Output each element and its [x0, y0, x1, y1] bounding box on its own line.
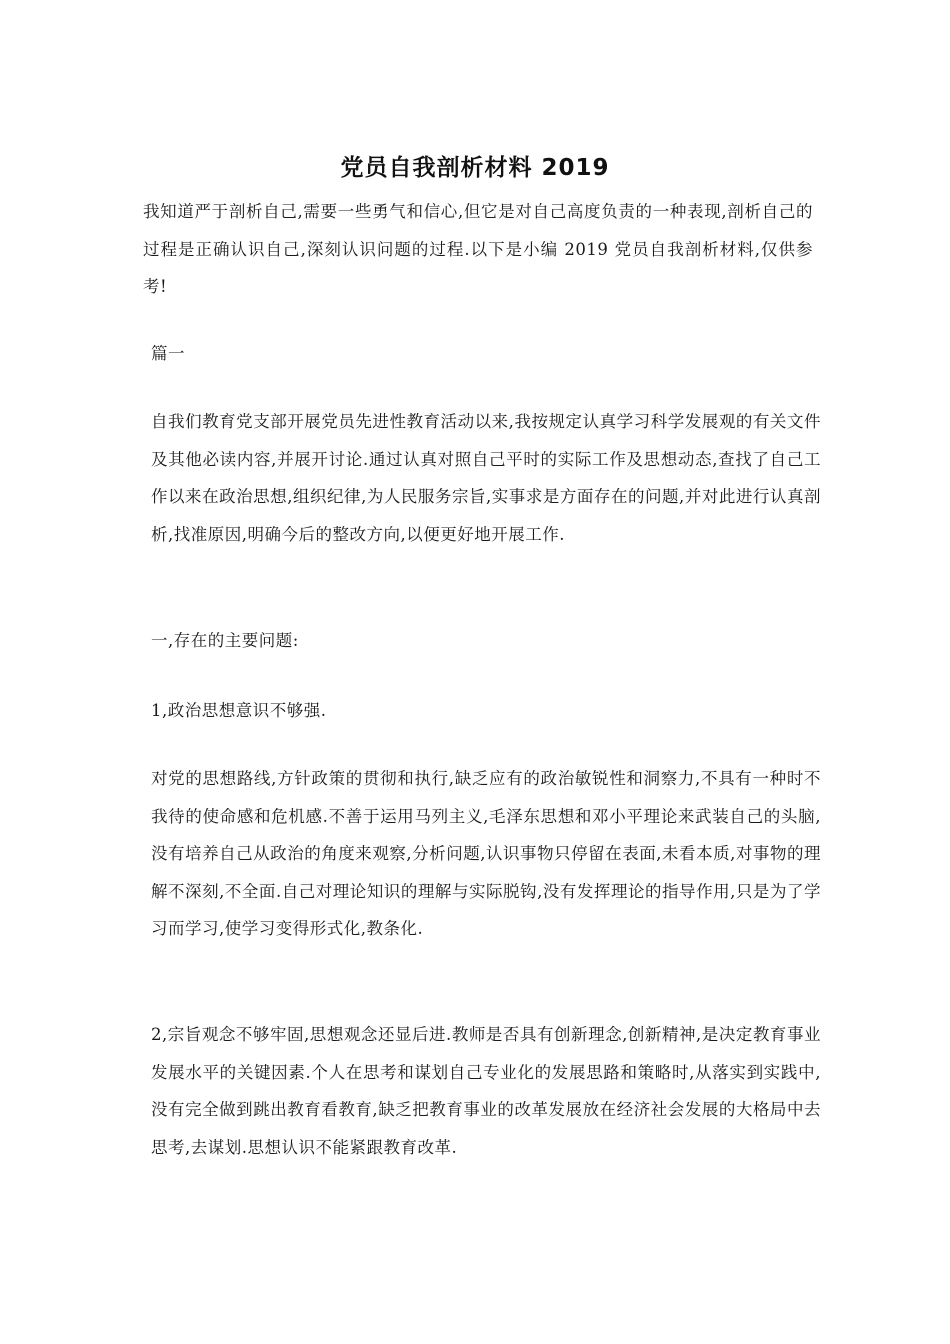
- main-problems-heading: 一,存在的主要问题:: [151, 631, 299, 650]
- body-paragraph-1: 自我们教育党支部开展党员先进性教育活动以来,我按规定认真学习科学发展观的有关文件及其他必读内容,并展开讨论.通过认真对照自己平时的实际工作及思想动态,查找了自己工作以来在政治思想,组织纪律,为人民服务宗旨,实事求是方面存在的问题,并对此进行认真剖析,找准原因,明确今后的整改方向,以便更好地开展工作.: [151, 412, 821, 544]
- problem-item-1-heading: 1,政治思想意识不够强.: [151, 701, 327, 720]
- section-heading: 篇一: [151, 344, 185, 363]
- body-paragraph-2: 对党的思想路线,方针政策的贯彻和执行,缺乏应有的政治敏锐性和洞察力,不具有一种时不我待的使命感和危机感.不善于运用马列主义,毛泽东思想和邓小平理论来武装自己的头脑,没有培养自己从政治的角度来观察,分析问题,认识事物只停留在表面,未看本质,对事物的理解不深刻,不全面.自己对理论知识的理解与实际脱钩,没有发挥理论的指导作用,只是为了学习而学习,使学习变得形式化,教条化.: [151, 769, 821, 938]
- intro-paragraph: 我知道严于剖析自己,需要一些勇气和信心,但它是对自己高度负责的一种表现,剖析自己的过程是正确认识自己,深刻认识问题的过程.以下是小编 2019 党员自我剖析材料,仅供参考!: [143, 202, 813, 296]
- document-title: 党员自我剖析材料 2019: [340, 155, 610, 181]
- body-paragraph-3: 2,宗旨观念不够牢固,思想观念还显后进.教师是否具有创新理念,创新精神,是决定教育事业发展水平的关键因素.个人在思考和谋划自己专业化的发展思路和策略时,从落实到实践中,没有完全做到跳出教育看教育,缺乏把教育事业的改革发展放在经济社会发展的大格局中去思考,去谋划.思想认识不能紧跟教育改革.: [151, 1025, 821, 1157]
